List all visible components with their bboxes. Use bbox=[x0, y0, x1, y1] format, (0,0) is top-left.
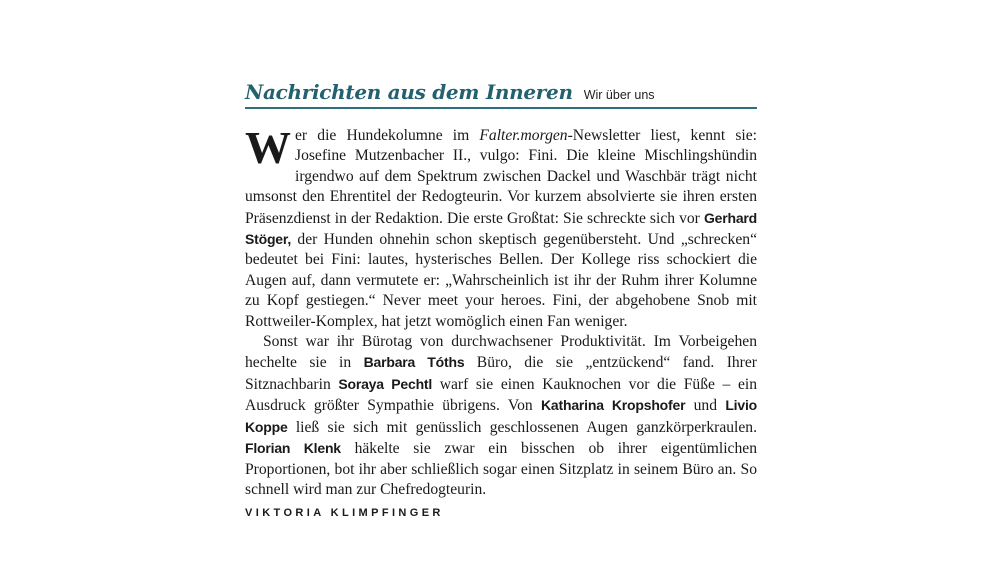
text: Büro, die sie „entzückend“ fand. Ihrer Sitznachbarin bbox=[245, 354, 757, 393]
author-byline: VIKTORIA KLIMPFINGER bbox=[245, 507, 444, 520]
article-body bbox=[245, 122, 757, 500]
text: und bbox=[685, 397, 726, 415]
publication-name: Falter.morgen bbox=[479, 127, 568, 144]
text: er die Hundekolumne im bbox=[295, 127, 480, 144]
person-name: Soraya Pechtl bbox=[338, 375, 433, 392]
section-header bbox=[245, 78, 757, 109]
text: ließ sie sich mit genüsslich geschlossenen Augen ganzkörperkraulen. bbox=[287, 418, 757, 436]
drop-cap: W bbox=[245, 122, 291, 173]
section-subtitle: Wir über uns bbox=[583, 88, 655, 102]
paragraph-1 bbox=[245, 122, 757, 332]
person-name: Florian Klenk bbox=[245, 440, 341, 457]
article bbox=[245, 78, 757, 519]
person-name: Katharina Kropshofer bbox=[541, 397, 686, 414]
text: der Hunden ohnehin schon skeptisch gegenübersteht. Und „schrecken“ bedeutet bei Fini: lautes, hysterisches Bellen. Der Kollege riss schockiert die Augen auf, dann vermutete er: „Wahrscheinlich ist ihr der Ruhm ihrer Kolumne zu Kopf gestiegen.“ Never meet your heroes. Fini, der abgehobene Snob mit Rottweiler-Komplex, hat jetzt womöglich einen Fan weniger. bbox=[245, 231, 757, 330]
text: -Newsletter liest, kennt sie: Josefine Mutzenbacher II., vulgo: Fini. Die kleine Mischlingshündin irgendwo auf dem Spektrum zwischen Dackel und Waschbär trägt nicht umsonst den Ehrentitel der Redogteurin. Vor kurzem absolvierte sie ihren ersten Präsenzdienst in der Redaktion. Die erste Großtat: Sie schreckte sich vor bbox=[245, 127, 757, 227]
paragraph-2 bbox=[245, 332, 757, 500]
person-name: Livio Koppe bbox=[245, 397, 757, 435]
text: häkelte sie zwar ein bisschen ob ihrer eigentümlichen Proportionen, bot ihr aber schließlich sogar einen Sitzplatz in seinem Büro an. So schnell wird man zur Chefredogteurin. bbox=[245, 440, 757, 498]
text: Sonst war ihr Bürotag von durchwachsener Produktivität. Im Vorbeigehen hechelte sie in bbox=[245, 333, 757, 372]
person-name: Barbara Tóths bbox=[363, 354, 465, 371]
person-name: Gerhard Stöger, bbox=[245, 209, 757, 248]
text: warf sie einen Kauknochen vor die Füße – ein Ausdruck größter Sympathie übrigens. Von bbox=[245, 375, 757, 415]
section-title: Nachrichten aus dem Inneren bbox=[245, 80, 573, 104]
